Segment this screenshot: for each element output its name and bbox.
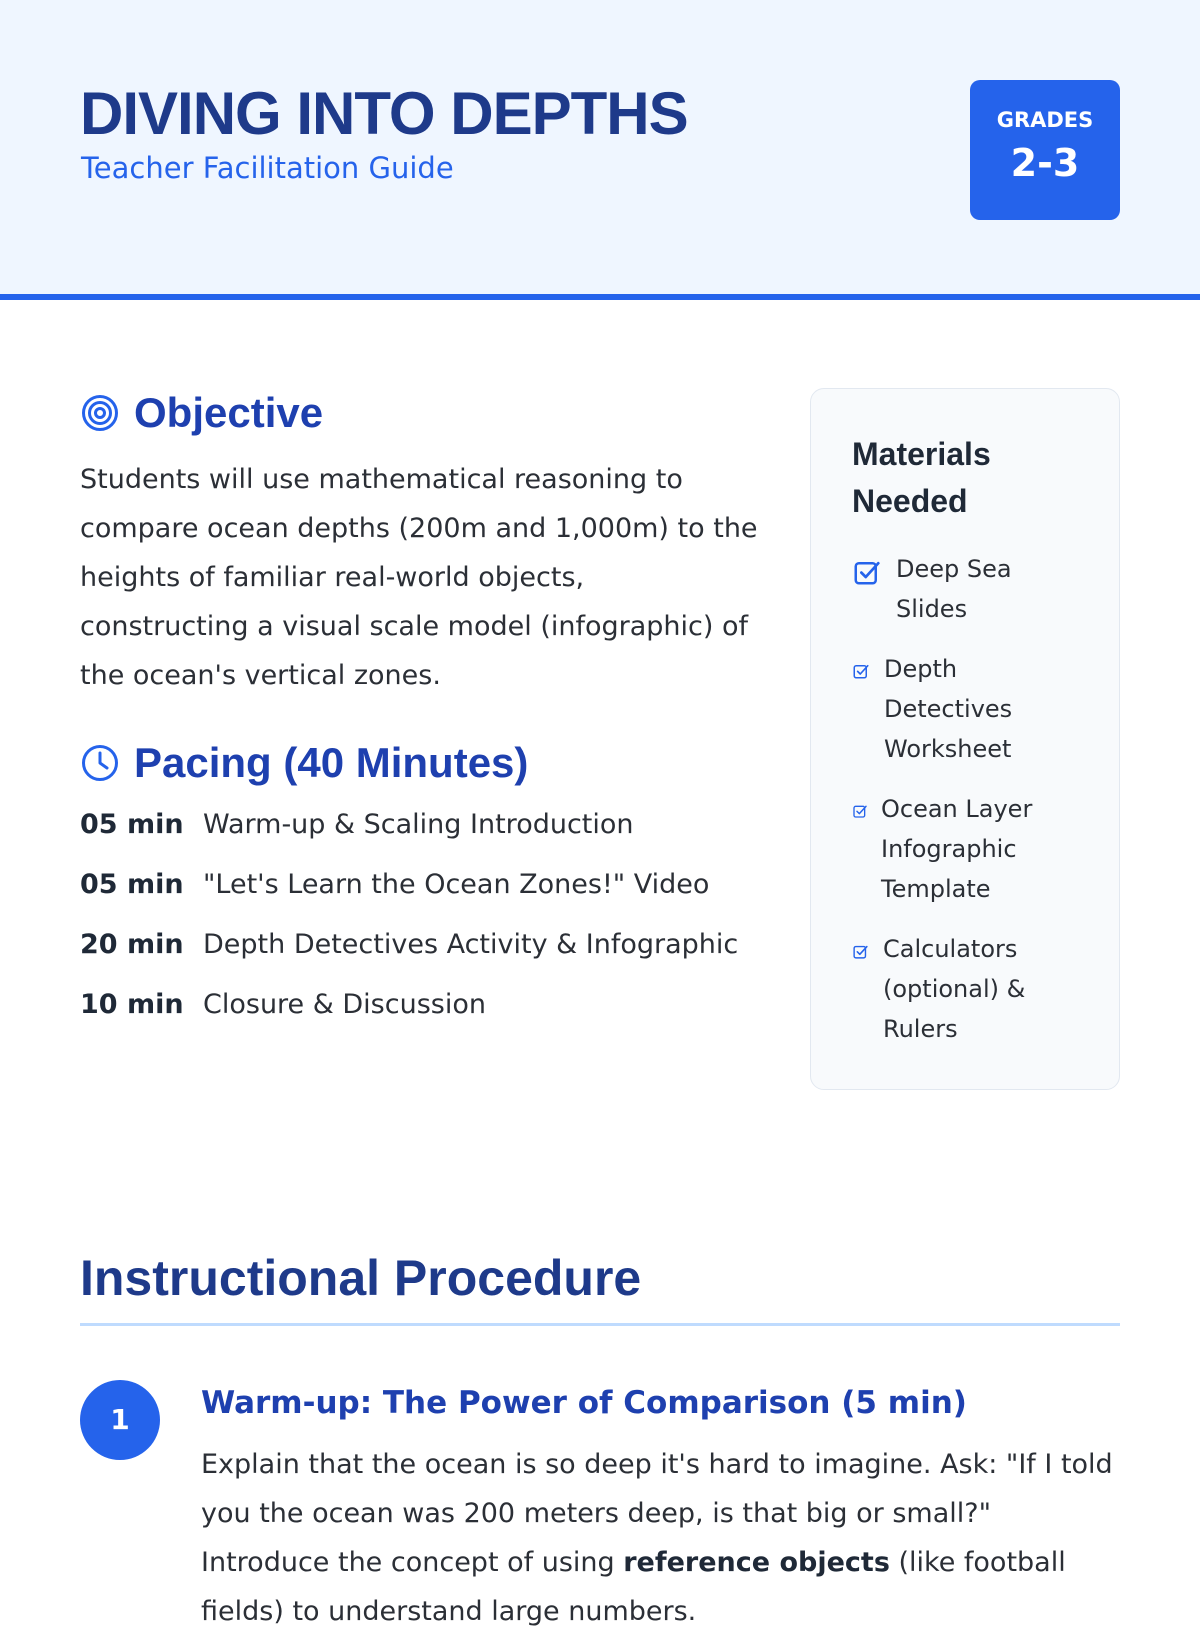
materials-card	[810, 388, 1120, 1090]
grade-badge	[970, 80, 1120, 220]
check-square-icon	[852, 943, 869, 960]
check-square-icon	[852, 662, 870, 680]
materials-item-line: Slides	[896, 595, 968, 623]
pacing-row	[80, 805, 760, 865]
pacing-time: 05 min	[80, 809, 184, 840]
materials-item-line: Infographic	[881, 835, 1017, 863]
grade-value: 2-3	[1010, 141, 1080, 185]
step-body-text: Explain that the ocean is so deep it's hard to imagine. Ask: "If I told you the ocean was 200 meters deep, is that big or small?" Introduce the concept of using	[201, 1449, 1113, 1578]
page-subtitle: Teacher Facilitation Guide	[81, 151, 454, 185]
materials-item-line: (optional) &	[883, 975, 1026, 1003]
procedure-title: Instructional Procedure	[80, 1250, 642, 1306]
pacing-heading	[80, 738, 528, 788]
materials-item-line: Calculators	[883, 935, 1018, 963]
materials-title: Materials Needed	[852, 436, 991, 519]
materials-item-line: Rulers	[883, 1015, 958, 1043]
step-number-badge: 1	[80, 1380, 160, 1460]
pacing-description: Closure & Discussion	[203, 989, 486, 1020]
pacing-row	[80, 865, 760, 925]
materials-item	[852, 649, 1012, 769]
pacing-time: 05 min	[80, 869, 184, 900]
page-header	[0, 0, 1200, 300]
procedure-divider	[80, 1323, 1120, 1326]
step-body-text: (like football fields) to understand large numbers.	[201, 1547, 1066, 1627]
pacing-row	[80, 985, 760, 1045]
check-square-icon	[852, 557, 882, 587]
pacing-description: Warm-up & Scaling Introduction	[203, 809, 634, 840]
pacing-description: Depth Detectives Activity & Infographic	[203, 929, 739, 960]
step-title: Warm-up: The Power of Comparison (5 min)	[201, 1385, 967, 1421]
objective-heading	[80, 388, 323, 438]
pacing-time: 20 min	[80, 929, 184, 960]
materials-item-line: Ocean Layer	[881, 795, 1033, 823]
materials-item	[852, 789, 1032, 909]
step-body-emphasis: reference objects	[623, 1547, 890, 1578]
target-icon	[80, 393, 120, 433]
clock-icon	[80, 743, 120, 783]
materials-item-line: Detectives	[884, 695, 1013, 723]
materials-item	[852, 929, 1025, 1049]
step-body	[201, 1440, 1121, 1636]
objective-title: Objective	[134, 389, 324, 436]
grade-label: GRADES	[996, 108, 1094, 132]
pacing-row	[80, 925, 760, 985]
page-title: DIVING INTO DEPTHS	[80, 80, 688, 147]
materials-item-line: Deep Sea	[896, 555, 1012, 583]
check-square-icon	[852, 803, 868, 819]
pacing-title: Pacing (40 Minutes)	[134, 739, 529, 786]
objective-text: Students will use mathematical reasoning to compare ocean depths (200m and 1,000m) to the heights of familiar real-world objects, constructing a visual scale model (infographic) of the ocean's vertical zones.	[80, 464, 758, 691]
materials-item	[852, 549, 1012, 629]
materials-item-line: Worksheet	[884, 735, 1012, 763]
materials-item-line: Template	[881, 875, 991, 903]
materials-item-line: Depth	[884, 655, 958, 683]
pacing-list	[80, 805, 760, 1045]
pacing-description: "Let's Learn the Ocean Zones!" Video	[203, 869, 710, 900]
pacing-time: 10 min	[80, 989, 184, 1020]
